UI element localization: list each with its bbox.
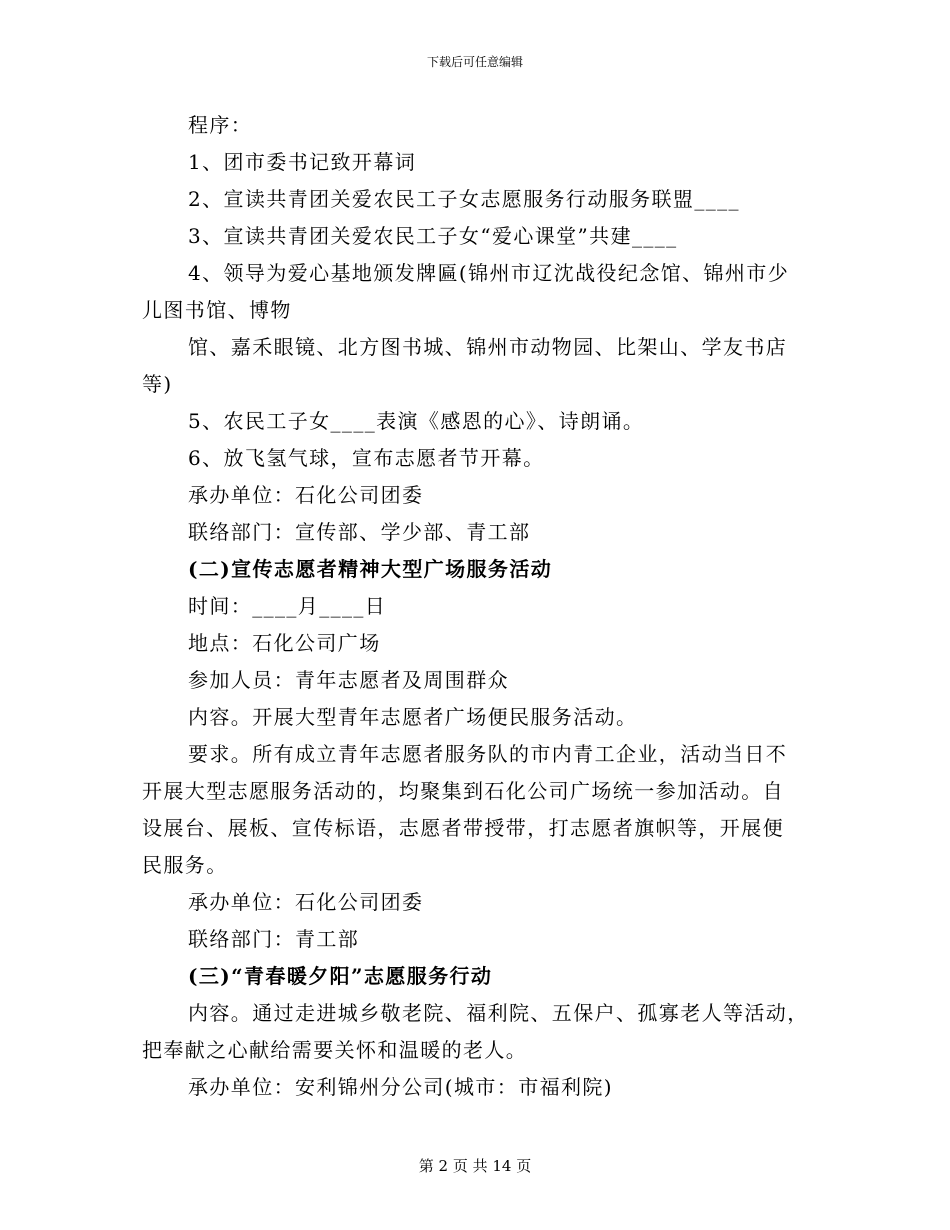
paragraph-line: 6、放飞氢气球，宣布志愿者节开幕。 bbox=[188, 446, 545, 470]
paragraph-line: 开展大型志愿服务活动的，均聚集到石化公司广场统一参加活动。自 bbox=[142, 779, 784, 803]
paragraph-line: 联络部门：宣传部、学少部、青工部 bbox=[188, 520, 531, 544]
paragraph-line: 承办单位：石化公司团委 bbox=[188, 483, 424, 507]
paragraph-line: 要求。所有成立青年志愿者服务队的市内青工企业，活动当日不 bbox=[188, 742, 788, 766]
paragraph-line: 内容。通过走进城乡敬老院、福利院、五保户、孤寡老人等活动， bbox=[188, 1001, 809, 1025]
page-header: 下载后可任意编辑 bbox=[426, 55, 523, 69]
document-body bbox=[142, 107, 812, 1106]
paragraph-line: 3、宣读共青团关爱农民工子女“爱心课堂”共建____ bbox=[188, 224, 678, 248]
paragraph-line: 5、农民工子女____表演《感恩的心》、诗朗诵。 bbox=[188, 409, 645, 433]
paragraph-line: 地点：石化公司广场 bbox=[188, 631, 381, 655]
paragraph-line: 时间：____月____日 bbox=[188, 594, 387, 618]
paragraph-line: 4、领导为爱心基地颁发牌匾(锦州市辽沈战役纪念馆、锦州市少 bbox=[188, 261, 790, 285]
paragraph-line: 设展台、展板、宣传标语，志愿者带授带，打志愿者旗帜等，开展便 bbox=[142, 816, 784, 840]
section-heading: (三)“青春暖夕阳”志愿服务行动 bbox=[188, 964, 493, 988]
page-footer: 第 2 页 共 14 页 bbox=[418, 1157, 532, 1175]
paragraph-line: 程序： bbox=[188, 113, 253, 137]
paragraph-line: 承办单位：石化公司团委 bbox=[188, 890, 424, 914]
paragraph-line: 承办单位：安利锦州分公司(城市：市福利院) bbox=[188, 1075, 614, 1099]
paragraph-line: 民服务。 bbox=[142, 853, 228, 877]
section-heading: (二)宣传志愿者精神大型广场服务活动 bbox=[188, 557, 553, 581]
paragraph-line: 参加人员：青年志愿者及周围群众 bbox=[188, 668, 509, 692]
paragraph-line: 1、团市委书记致开幕词 bbox=[188, 150, 417, 174]
paragraph-line: 馆、嘉禾眼镜、北方图书城、锦州市动物园、比架山、学友书店 bbox=[188, 335, 788, 359]
paragraph-line: 儿图书馆、博物 bbox=[142, 298, 292, 322]
paragraph-line: 联络部门：青工部 bbox=[188, 927, 360, 951]
paragraph-line: 等) bbox=[142, 372, 173, 396]
paragraph-line: 2、宣读共青团关爱农民工子女志愿服务行动服务联盟____ bbox=[188, 187, 740, 211]
paragraph-line: 内容。开展大型青年志愿者广场便民服务活动。 bbox=[188, 705, 638, 729]
paragraph-line: 把奉献之心献给需要关怀和温暖的老人。 bbox=[142, 1038, 528, 1062]
